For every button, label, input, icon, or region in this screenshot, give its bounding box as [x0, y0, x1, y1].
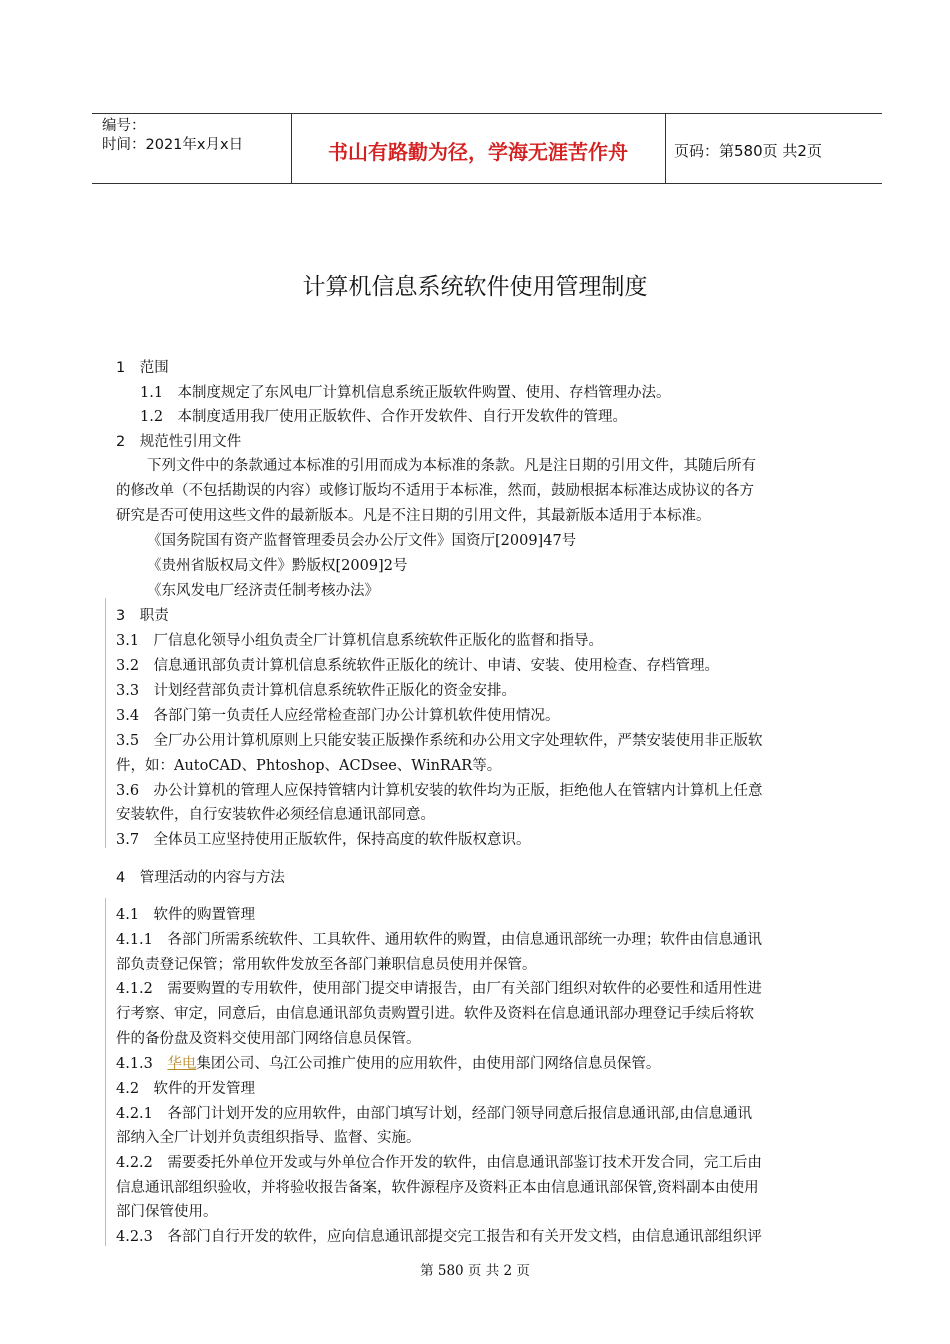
paragraph-line: 部负责登记保管；常用软件发放至各部门兼职信息员使用并保管。: [116, 957, 537, 973]
reference-item: 《国务院国有资产监督管理委员会办公厅文件》国资厅[2009]47号: [147, 533, 577, 549]
paragraph-line: 3.3 计划经营部负责计算机信息系统软件正版化的资金安排。: [116, 683, 517, 699]
time-label: 时间：2021年x月x日: [102, 137, 244, 153]
section-heading: 1 范围: [116, 360, 169, 376]
item-number: 4.1.3: [116, 1056, 168, 1072]
header-meta: [102, 117, 243, 155]
paragraph-line: 1.2 本制度适用我厂使用正版软件、合作开发软件、自行开发软件的管理。: [140, 409, 628, 425]
code-label: 编号：: [102, 118, 146, 134]
paragraph-line: 3.1 厂信息化领导小组负责全厂计算机信息系统软件正版化的监督和指导。: [116, 633, 604, 649]
paragraph-line: 安装软件，自行安装软件必须经信息通讯部同意。: [116, 807, 435, 823]
paragraph-line: 4.2.2 需要委托外单位开发或与外单位合作开发的软件，由信息通讯部鉴订技术开发合同，完工后由: [116, 1155, 762, 1171]
paragraph-line: 3.7 全体员工应坚持使用正版软件，保持高度的软件版权意识。: [116, 832, 531, 848]
paragraph-line: 件，如：AutoCAD、Phtoshop、ACDsee、WinRAR等。: [116, 758, 502, 774]
document-title: 计算机信息系统软件使用管理制度: [302, 274, 648, 300]
header-divider: [291, 114, 292, 183]
page-footer: 第 580 页 共 2 页: [420, 1263, 530, 1279]
huadian-link[interactable]: 华电: [167, 1056, 197, 1072]
header-motto: 书山有路勤为径，学海无涯苦作舟: [328, 140, 628, 164]
paragraph-line: 研究是否可使用这些文件的最新版本。凡是不注日期的引用文件，其最新版本适用于本标准。: [116, 508, 711, 524]
paragraph-line: 信息通讯部组织验收，并将验收报告备案，软件源程序及资料正本由信息通讯部保管,资料副本由使用: [116, 1180, 759, 1196]
header-page-info: 页码：第580页 共2页: [674, 142, 822, 160]
paragraph-line: 部门保管使用。: [116, 1204, 218, 1220]
paragraph-line: [116, 1052, 660, 1073]
paragraph-line: 4.1 软件的购置管理: [116, 907, 256, 923]
header-divider: [665, 114, 666, 183]
paragraph-line: 4.2.3 各部门自行开发的软件，应向信息通讯部提交完工报告和有关开发文档，由信息通讯部组织评: [116, 1229, 762, 1245]
margin-mark: [105, 898, 106, 1246]
paragraph-line: 部纳入全厂计划并负责组织指导、监督、实施。: [116, 1130, 421, 1146]
section-heading: 4 管理活动的内容与方法: [116, 870, 285, 886]
margin-mark: [105, 598, 106, 848]
section-heading: 2 规范性引用文件: [116, 434, 242, 450]
paragraph-line: 3.4 各部门第一负责任人应经常检查部门办公计算机软件使用情况。: [116, 708, 560, 724]
document-header: [92, 113, 882, 184]
paragraph-line: 件的备份盘及资料交使用部门网络信息员保管。: [116, 1031, 421, 1047]
paragraph-line: 3.6 办公计算机的管理人应保持管辖内计算机安装的软件均为正版，拒绝他人在管辖内计算机上任意: [116, 783, 763, 799]
reference-item: 《贵州省版权局文件》黔版权[2009]2号: [147, 558, 408, 574]
reference-item: 《东风发电厂经济责任制考核办法》: [147, 583, 379, 599]
paragraph-line: 1.1 本制度规定了东风电厂计算机信息系统正版软件购置、使用、存档管理办法。: [140, 385, 671, 401]
paragraph-line: 4.1.1 各部门所需系统软件、工具软件、通用软件的购置，由信息通讯部统一办理；软件由信息通讯: [116, 932, 762, 948]
item-text: 集团公司、乌江公司推广使用的应用软件，由使用部门网络信息员保管。: [196, 1056, 661, 1072]
paragraph-line: 行考察、审定，同意后，由信息通讯部负责购置引进。软件及资料在信息通讯部办理登记手续后将软: [116, 1006, 754, 1022]
paragraph-line: 下列文件中的条款通过本标准的引用而成为本标准的条款。凡是注日期的引用文件，其随后所有: [147, 458, 756, 474]
paragraph-line: 4.1.2 需要购置的专用软件，使用部门提交申请报告，由厂有关部门组织对软件的必要性和适用性进: [116, 981, 762, 997]
paragraph-line: 4.2 软件的开发管理: [116, 1081, 256, 1097]
paragraph-line: 的修改单（不包括勘误的内容）或修订版均不适用于本标准，然而，鼓励根据本标准达成协议的各方: [116, 483, 754, 499]
paragraph-line: 4.2.1 各部门计划开发的应用软件，由部门填写计划，经部门领导同意后报信息通讯部,由信息通讯: [116, 1106, 752, 1122]
paragraph-line: 3.2 信息通讯部负责计算机信息系统软件正版化的统计、申请、安装、使用检查、存档管理。: [116, 658, 720, 674]
paragraph-line: 3.5 全厂办公用计算机原则上只能安装正版操作系统和办公用文字处理软件，严禁安装使用非正版软: [116, 733, 763, 749]
section-heading: 3 职责: [116, 608, 169, 624]
